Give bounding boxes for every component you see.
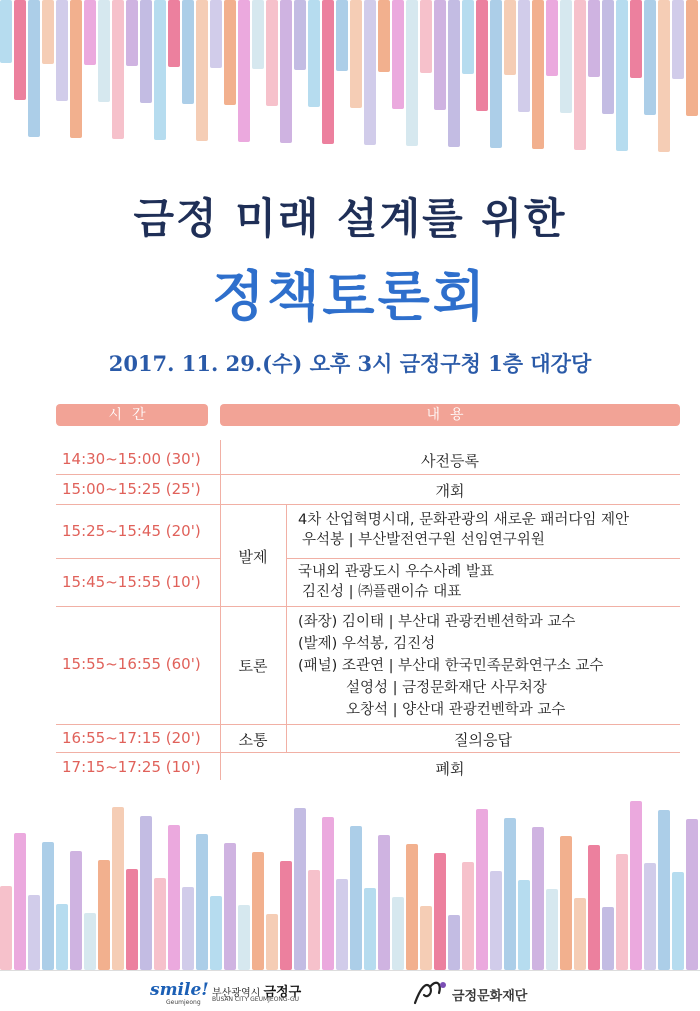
presentation-topic: 국내외 관광도시 우수사례 발표: [298, 564, 494, 580]
decor-bar-top: [658, 0, 670, 152]
category-presentation: 발제: [238, 548, 268, 566]
decor-bar-bottom: [168, 825, 180, 970]
decor-bar-top: [196, 0, 208, 141]
bottom-decorative-bars: [0, 795, 700, 970]
decor-bar-bottom: [350, 826, 362, 970]
decor-bar-bottom: [462, 862, 474, 970]
title-line2: 정책토론회: [212, 265, 488, 328]
decor-bar-bottom: [238, 905, 250, 970]
decor-bar-top: [42, 0, 54, 64]
time-cell: 14:30~15:00 (30'): [62, 450, 201, 468]
decor-bar-top: [210, 0, 222, 68]
decor-bar-bottom: [490, 871, 502, 970]
decor-bar-bottom: [56, 904, 68, 970]
decor-bar-bottom: [630, 801, 642, 970]
time-cell: 15:00~15:25 (25'): [62, 480, 201, 498]
decor-bar-bottom: [112, 807, 124, 970]
row-divider: [56, 606, 680, 607]
decor-bar-top: [224, 0, 236, 105]
decor-bar-top: [518, 0, 530, 112]
presentation-speaker: 우석봉 | 부산발전연구원 선임연구위원: [302, 532, 545, 548]
decor-bar-top: [434, 0, 446, 110]
decor-bar-top: [420, 0, 432, 73]
decor-bar-top: [448, 0, 460, 147]
decor-bar-bottom: [392, 897, 404, 970]
gov-city: 부산광역시: [212, 988, 261, 999]
footer-divider: [0, 970, 700, 971]
decor-bar-top: [462, 0, 474, 74]
decor-bar-bottom: [574, 898, 586, 970]
decor-bar-bottom: [518, 880, 530, 970]
decor-bar-bottom: [364, 888, 376, 970]
decor-bar-top: [182, 0, 194, 104]
decor-bar-top: [112, 0, 124, 139]
decor-bar-bottom: [28, 895, 40, 970]
decor-bar-bottom: [252, 852, 264, 970]
time-cell: 15:45~15:55 (10'): [62, 573, 201, 591]
decor-bar-bottom: [126, 869, 138, 970]
decor-bar-bottom: [154, 878, 166, 970]
decor-bar-bottom: [0, 886, 12, 970]
decor-bar-top: [392, 0, 404, 109]
decor-bar-top: [154, 0, 166, 140]
decor-bar-bottom: [308, 870, 320, 970]
decor-bar-bottom: [70, 851, 82, 970]
decor-bar-top: [574, 0, 586, 150]
decor-bar-bottom: [588, 845, 600, 970]
decor-bar-top: [98, 0, 110, 102]
discussion-line: (좌장) 김이태 | 부산대 관광컨벤션학과 교수: [298, 614, 576, 630]
discussion-line: 설영성 | 금정문화재단 사무처장: [346, 680, 547, 696]
row-divider: [286, 558, 680, 559]
decor-bar-bottom: [602, 907, 614, 970]
decor-bar-top: [644, 0, 656, 115]
row-divider: [56, 558, 220, 559]
discussion-line: 오창석 | 양산대 관광컨벤학과 교수: [346, 702, 566, 718]
top-decorative-bars: [0, 0, 700, 170]
decor-bar-top: [476, 0, 488, 111]
time-cell: 17:15~17:25 (10'): [62, 758, 201, 776]
time-cell: 15:25~15:45 (20'): [62, 522, 201, 540]
decor-bar-top: [252, 0, 264, 69]
decor-bar-top: [672, 0, 684, 79]
decor-bar-top: [336, 0, 348, 71]
row-divider: [56, 474, 680, 475]
decor-bar-top: [56, 0, 68, 101]
decor-bar-top: [364, 0, 376, 145]
decor-bar-top: [616, 0, 628, 151]
row-divider: [56, 724, 680, 725]
decor-bar-top: [294, 0, 306, 70]
decor-bar-top: [532, 0, 544, 149]
decor-bar-bottom: [224, 843, 236, 970]
decor-bar-top: [630, 0, 642, 78]
decor-bar-bottom: [98, 860, 110, 970]
decor-bar-top: [686, 0, 698, 116]
category-discussion: 토론: [238, 657, 268, 675]
col-divider: [286, 504, 287, 752]
decor-bar-bottom: [434, 853, 446, 970]
decor-bar-bottom: [84, 913, 96, 970]
discussion-line: (발제) 우석봉, 김진성: [298, 636, 436, 652]
decor-bar-top: [280, 0, 292, 143]
row-divider: [56, 752, 680, 753]
decor-bar-top: [546, 0, 558, 76]
date-location: 2017. 11. 29.(수) 오후 3시 금정구청 1층 대강당: [108, 351, 592, 376]
decor-bar-top: [238, 0, 250, 142]
time-cell: 16:55~17:15 (20'): [62, 729, 201, 747]
time-cell: 15:55~16:55 (60'): [62, 655, 201, 673]
decor-bar-top: [560, 0, 572, 113]
decor-bar-bottom: [448, 915, 460, 970]
decor-bar-top: [70, 0, 82, 138]
smile-logo-sub: Geumjeong: [166, 999, 201, 1006]
decor-bar-bottom: [336, 879, 348, 970]
decor-bar-top: [490, 0, 502, 148]
decor-bar-top: [308, 0, 320, 107]
decor-bar-bottom: [546, 889, 558, 970]
gov-name: 금정구: [263, 985, 302, 1000]
content-cell: 사전등록: [421, 452, 479, 470]
decor-bar-top: [266, 0, 278, 106]
decor-bar-bottom: [210, 896, 222, 970]
presentation-speaker: 김진성 | ㈜플랜이슈 대표: [302, 584, 462, 600]
decor-bar-top: [84, 0, 96, 65]
header-content: 내용: [220, 404, 680, 426]
decor-bar-bottom: [504, 818, 516, 970]
decor-bar-bottom: [280, 861, 292, 970]
decor-bar-top: [378, 0, 390, 72]
decor-bar-bottom: [140, 816, 152, 970]
presentation-topic: 4차 산업혁명시대, 문화관광의 새로운 패러다임 제안: [298, 512, 630, 528]
content-cell: 질의응답: [454, 731, 512, 749]
decor-bar-bottom: [420, 906, 432, 970]
foundation-logo: 금정문화재단: [452, 989, 528, 1004]
decor-bar-top: [322, 0, 334, 144]
decor-bar-bottom: [476, 809, 488, 970]
decor-bar-bottom: [14, 833, 26, 970]
decor-bar-bottom: [532, 827, 544, 970]
decor-bar-bottom: [322, 817, 334, 970]
decor-bar-top: [28, 0, 40, 137]
schedule-table: [56, 440, 680, 780]
decor-bar-top: [126, 0, 138, 66]
decor-bar-bottom: [560, 836, 572, 970]
foundation-swirl-icon: [412, 977, 452, 1007]
content-cell: 폐회: [435, 760, 465, 778]
title-line1: 금정 미래 설계를 위한: [133, 194, 567, 243]
decor-bar-top: [350, 0, 362, 108]
category-communication: 소통: [238, 731, 268, 749]
decor-bar-bottom: [616, 854, 628, 970]
decor-bar-top: [140, 0, 152, 103]
decor-bar-bottom: [686, 819, 698, 970]
decor-bar-bottom: [378, 835, 390, 970]
content-cell: 개회: [435, 482, 465, 500]
header-time: 시간: [56, 404, 208, 426]
gov-logo-sub: BUSAN CITY GEUMJEONG-GU: [212, 996, 299, 1003]
smile-logo: smile!: [150, 980, 209, 1000]
decor-bar-top: [602, 0, 614, 114]
decor-bar-bottom: [182, 887, 194, 970]
decor-bar-bottom: [672, 872, 684, 970]
decor-bar-bottom: [644, 863, 656, 970]
decor-bar-top: [168, 0, 180, 67]
decor-bar-bottom: [196, 834, 208, 970]
decor-bar-bottom: [658, 810, 670, 970]
discussion-line: (패널) 조관연 | 부산대 한국민족문화연구소 교수: [298, 658, 604, 674]
decor-bar-top: [406, 0, 418, 146]
decor-bar-top: [14, 0, 26, 100]
decor-bar-top: [0, 0, 12, 63]
decor-bar-bottom: [406, 844, 418, 970]
decor-bar-top: [504, 0, 516, 75]
decor-bar-top: [588, 0, 600, 77]
row-divider: [56, 504, 680, 505]
decor-bar-bottom: [42, 842, 54, 970]
decor-bar-bottom: [266, 914, 278, 970]
decor-bar-bottom: [294, 808, 306, 970]
